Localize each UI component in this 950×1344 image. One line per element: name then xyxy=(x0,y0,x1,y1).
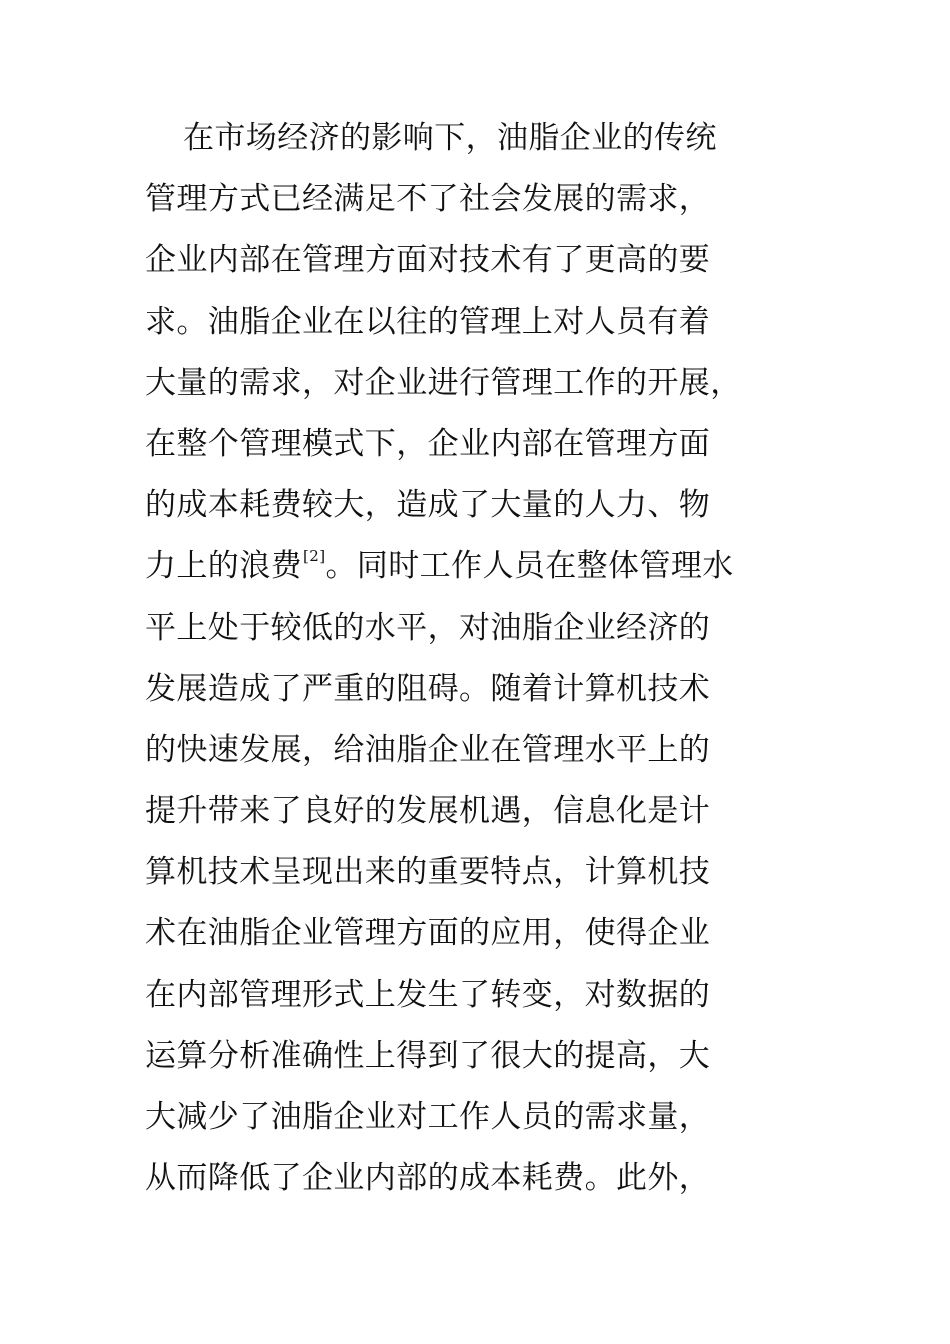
paragraph-line: 管理方式已经满足不了社会发展的需求， xyxy=(145,181,711,218)
paragraph-line: 算机技术呈现出来的重要特点，计算机技 xyxy=(145,854,711,891)
paragraph-line: 在整个管理模式下，企业内部在管理方面 xyxy=(145,425,711,462)
paragraph-line: 在内部管理形式上发生了转变，对数据的 xyxy=(145,976,711,1013)
paragraph-line: 术在油脂企业管理方面的应用，使得企业 xyxy=(145,915,711,952)
paragraph-line: 的成本耗费较大，造成了大量的人力、物 xyxy=(145,487,711,524)
line-text-before-citation: 力上的浪费 xyxy=(145,548,302,585)
paragraph-line: 运算分析准确性上得到了很大的提高，大 xyxy=(145,1037,711,1074)
paragraph-line: 企业内部在管理方面对技术有了更高的要 xyxy=(145,242,711,279)
paragraph-line: 的快速发展，给油脂企业在管理水平上的 xyxy=(145,731,711,768)
body-paragraph xyxy=(145,108,825,1209)
paragraph-line: 在市场经济的影响下，油脂企业的传统 xyxy=(183,120,717,156)
line-text-after-citation: 。同时工作人员在整体管理水 xyxy=(325,548,734,585)
paragraph-line-with-citation xyxy=(145,536,825,597)
paragraph-line: 求。油脂企业在以往的管理上对人员有着 xyxy=(145,303,711,340)
paragraph-line: 大量的需求，对企业进行管理工作的开展， xyxy=(145,364,742,401)
paragraph-line: 发展造成了严重的阻碍。随着计算机技术 xyxy=(145,670,711,707)
paragraph-line: 提升带来了良好的发展机遇，信息化是计 xyxy=(145,793,711,830)
paragraph-line: 从而降低了企业内部的成本耗费。此外， xyxy=(145,1160,711,1197)
paragraph-line: 大减少了油脂企业对工作人员的需求量， xyxy=(145,1099,711,1135)
citation-marker: [2] xyxy=(303,547,326,566)
paragraph-line: 平上处于较低的水平，对油脂企业经济的 xyxy=(145,609,711,646)
